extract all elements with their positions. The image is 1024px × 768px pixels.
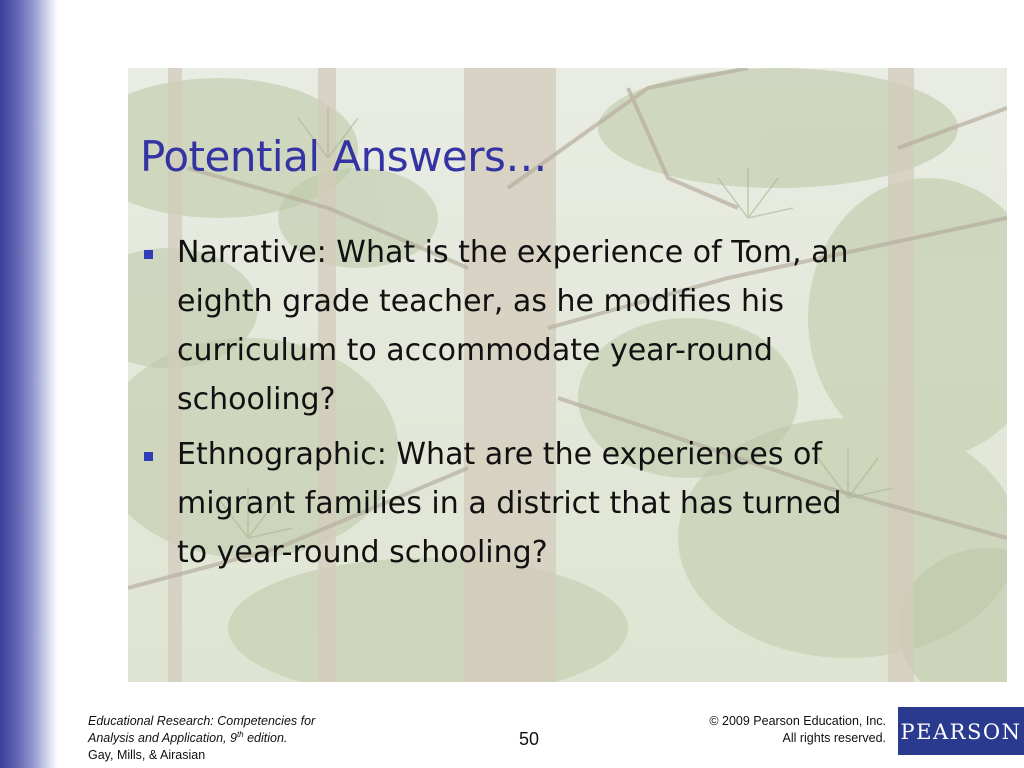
citation-ordinal-suffix: th — [236, 729, 244, 739]
citation-book-edition: Analysis and Application, 9 — [88, 731, 237, 745]
citation-line-1: Educational Research: Competencies for — [88, 714, 316, 728]
citation-authors: Gay, Mills, & Airasian — [88, 748, 206, 762]
bullet-text: Narrative: What is the experience of Tom, an eighth grade teacher, as he modifies his curriculum to accommodate year-round schooling? — [177, 235, 849, 417]
bullet-ethnographic — [140, 430, 860, 577]
square-bullet-icon — [144, 250, 153, 259]
bullet-list — [140, 228, 860, 583]
left-gradient-band — [0, 0, 58, 768]
copyright-line-2: All rights reserved. — [782, 731, 886, 745]
square-bullet-icon — [144, 452, 153, 461]
bullet-narrative — [140, 228, 860, 424]
pearson-logo-text: PEARSON — [900, 720, 1022, 744]
copyright-line-1: © 2009 Pearson Education, Inc. — [709, 714, 886, 728]
page-number: 50 — [518, 729, 540, 749]
pearson-logo — [898, 707, 1024, 755]
slide-title: Potential Answers… — [140, 132, 547, 181]
footer-citation — [88, 713, 315, 764]
citation-line-2 — [88, 730, 315, 747]
citation-edition-word: edition. — [243, 731, 288, 745]
bullet-text: Ethnographic: What are the experiences of migrant families in a district that has turned to year-round schooling? — [177, 437, 842, 570]
copyright-notice — [709, 713, 886, 747]
